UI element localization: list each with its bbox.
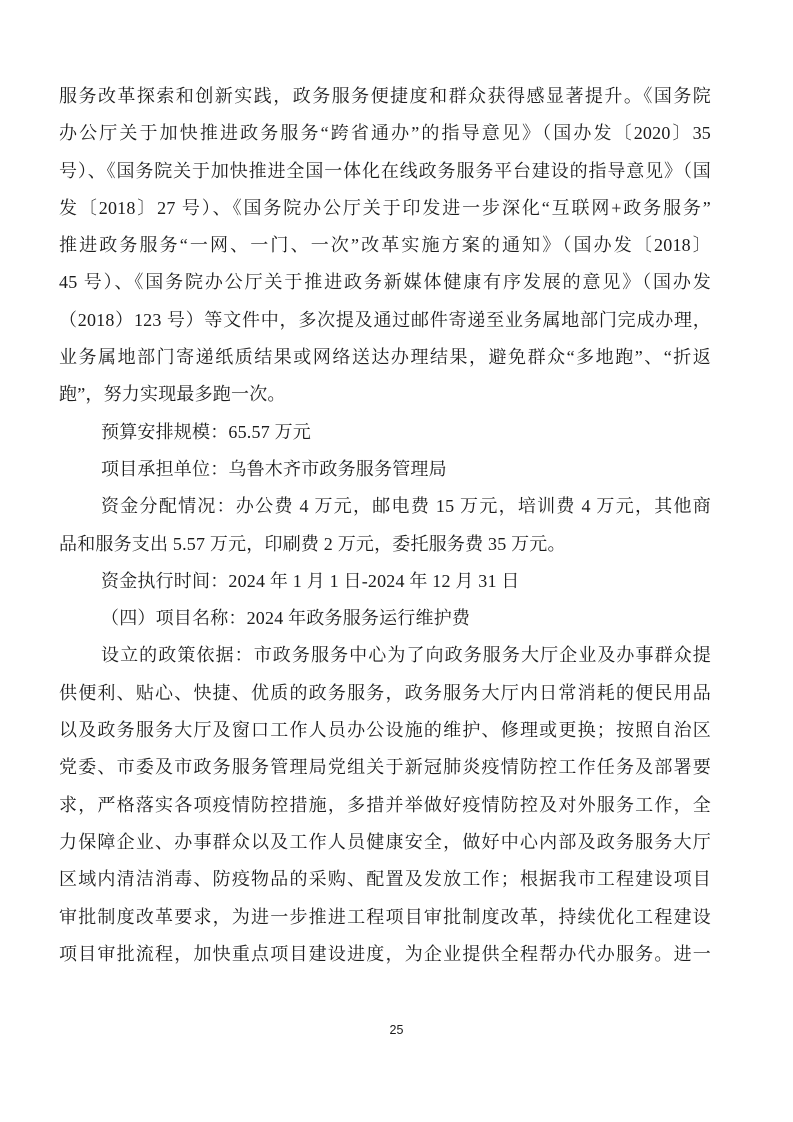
text-line: 项目承担单位：乌鲁木齐市政务服务管理局 bbox=[101, 458, 447, 479]
text-line: 资金执行时间：2024 年 1 月 1 日-2024 年 12 月 31 日 bbox=[101, 570, 520, 591]
text-line: 区域内清洁消毒、防疫物品的采购、配置及发放工作；根据我市工程建设项目 bbox=[59, 869, 711, 890]
paragraph bbox=[59, 563, 711, 600]
text-line: 资金分配情况：办公费 4 万元，邮电费 15 万元，培训费 4 万元，其他商 bbox=[101, 496, 711, 517]
text-line: 求，严格落实各项疫情防控措施，多措并举做好疫情防控及对外服务工作，全 bbox=[59, 794, 711, 815]
text-line: 供便利、贴心、快捷、优质的政务服务，政务服务大厅内日常消耗的便民用品 bbox=[59, 682, 711, 703]
paragraph bbox=[59, 600, 711, 637]
text-line: 项目审批流程，加快重点项目建设进度，为企业提供全程帮办代办服务。进一 bbox=[59, 943, 711, 964]
text-line: 办公厅关于加快推进政务服务“跨省通办”的指导意见》（国办发〔2020〕35 bbox=[59, 123, 711, 144]
paragraph bbox=[59, 414, 711, 451]
text-line: 发〔2018〕27 号）、《国务院办公厅关于印发进一步深化“互联网+政务服务” bbox=[59, 197, 711, 218]
paragraph bbox=[59, 451, 711, 488]
text-line: 力保障企业、办事群众以及工作人员健康安全，做好中心内部及政务服务大厅 bbox=[59, 831, 711, 852]
text-line: 45 号）、《国务院办公厅关于推进政务新媒体健康有序发展的意见》（国办发 bbox=[59, 272, 711, 293]
text-line: 品和服务支出 5.57 万元，印刷费 2 万元，委托服务费 35 万元。 bbox=[59, 533, 566, 554]
text-line: 服务改革探索和创新实践，政务服务便捷度和群众获得感显著提升。《国务院 bbox=[59, 86, 711, 106]
text-line: （2018）123 号）等文件中，多次提及通过邮件寄递至业务属地部门完成办理， bbox=[59, 309, 711, 330]
text-line: 党委、市委及市政务服务管理局党组关于新冠肺炎疫情防控工作任务及部署要 bbox=[59, 757, 711, 778]
page-footer bbox=[0, 1021, 793, 1039]
text-line: 预算安排规模：65.57 万元 bbox=[101, 421, 311, 442]
paragraph bbox=[59, 488, 711, 563]
paragraph bbox=[59, 78, 711, 414]
text-line: （四）项目名称：2024 年政务服务运行维护费 bbox=[101, 608, 471, 629]
paragraph bbox=[59, 637, 711, 973]
text-line: 业务属地部门寄递纸质结果或网络送达办理结果，避免群众“多地跑”、“折返 bbox=[59, 347, 711, 368]
text-line: 推进政务服务“一网、一门、一次”改革实施方案的通知》（国办发〔2018〕 bbox=[59, 235, 711, 256]
text-line: 以及政务服务大厅及窗口工作人员办公设施的维护、修理或更换；按照自治区 bbox=[59, 720, 711, 741]
text-line: 跑”，努力实现最多跑一次。 bbox=[59, 384, 286, 405]
text-line: 审批制度改革要求，为进一步推进工程项目审批制度改革，持续优化工程建设 bbox=[59, 906, 711, 927]
text-line: 设立的政策依据：市政务服务中心为了向政务服务大厅企业及办事群众提 bbox=[101, 645, 711, 666]
text-line: 号）、《国务院关于加快推进全国一体化在线政务服务平台建设的指导意见》（国 bbox=[59, 160, 711, 181]
document-body bbox=[59, 78, 711, 973]
page-number: 25 bbox=[389, 1023, 404, 1037]
